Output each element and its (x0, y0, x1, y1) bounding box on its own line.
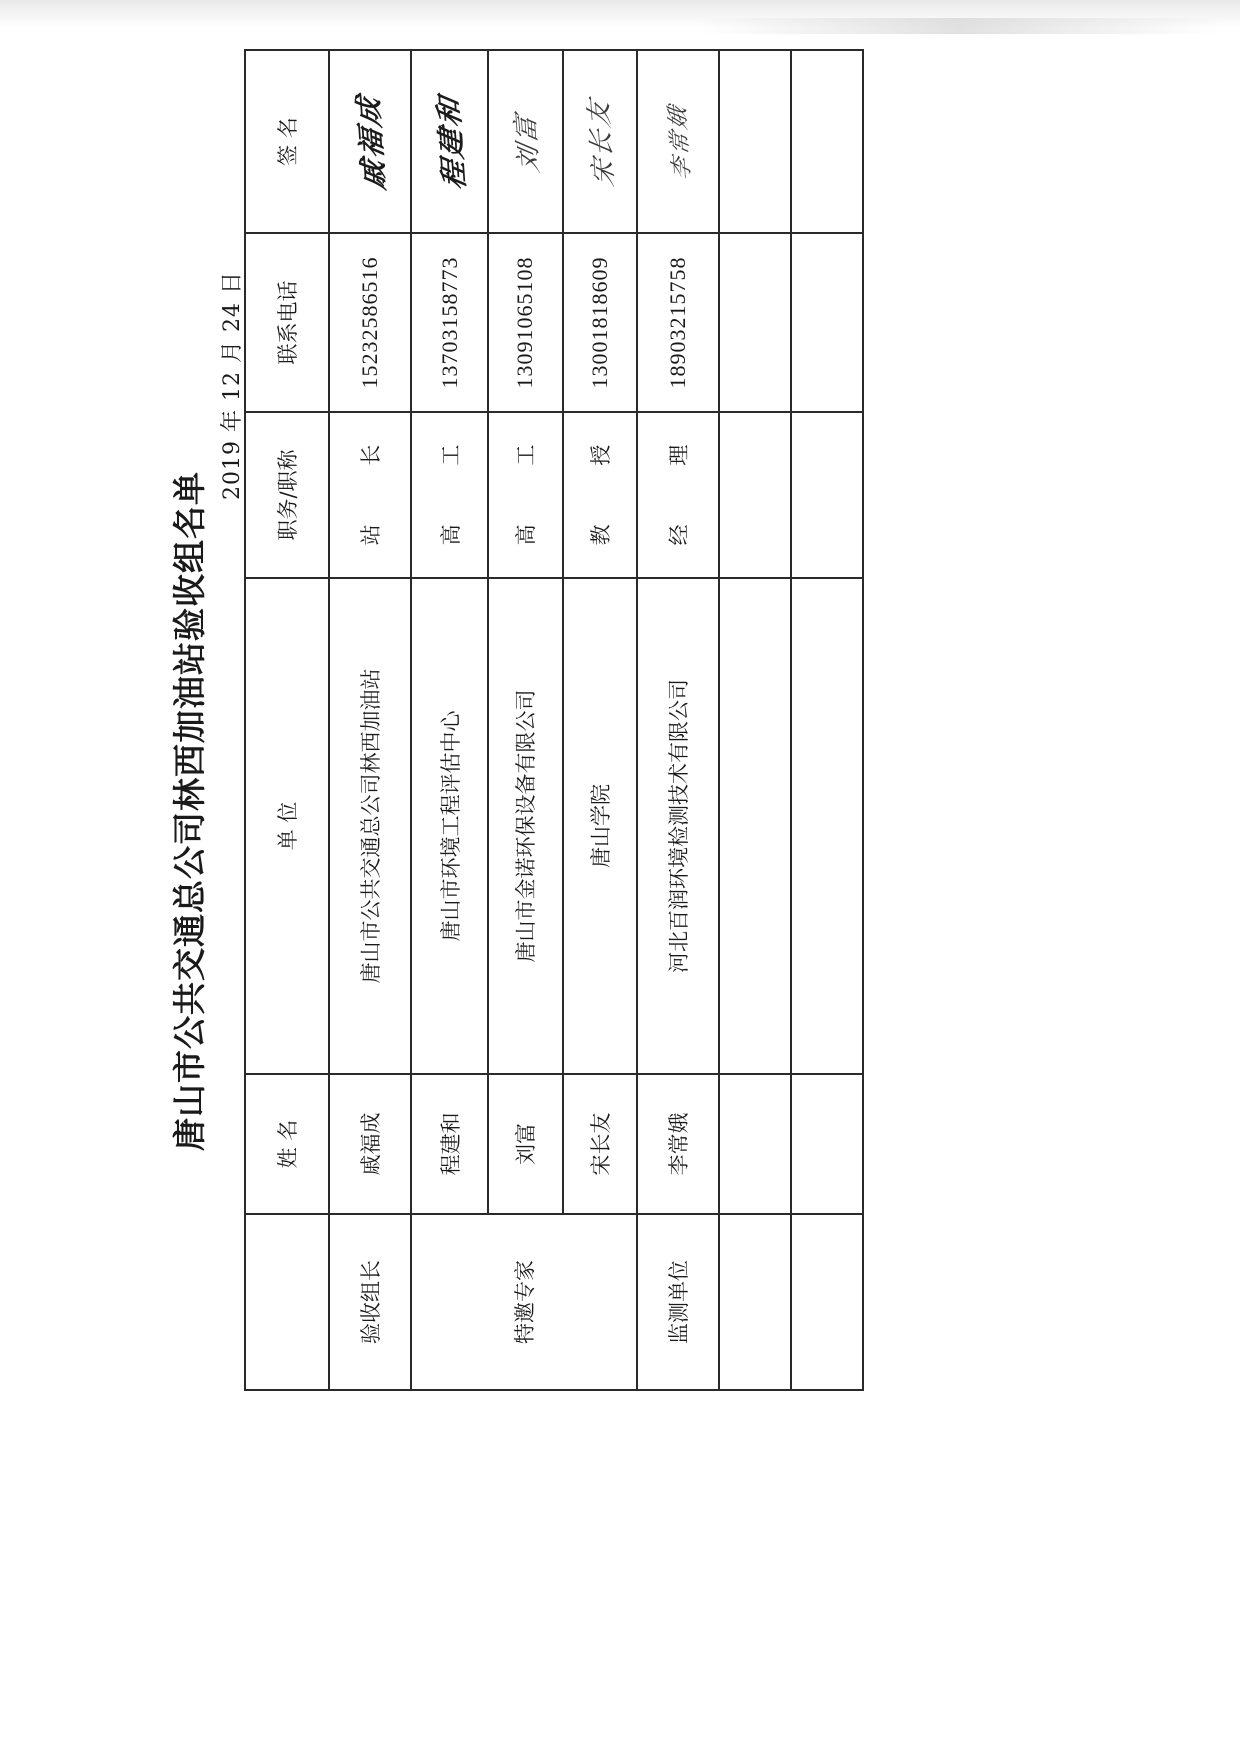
table-header-row (245, 50, 329, 1390)
member-name: 刘富 (488, 1074, 562, 1214)
member-unit: 河北百润环境检测技术有限公司 (637, 578, 719, 1074)
member-position: 经 理 (637, 412, 719, 578)
table-row (411, 50, 488, 1390)
member-unit: 唐山市环境工程评估中心 (411, 578, 488, 1074)
handwritten-signature: 刘富 (510, 109, 545, 175)
member-position: 站 长 (329, 412, 411, 578)
member-name: 李常娥 (637, 1074, 719, 1214)
signature-cell (411, 50, 488, 233)
rotated-document-sheet (160, 36, 880, 1586)
handwritten-signature: 戚福成 (352, 91, 392, 192)
header-name: 姓 名 (245, 1074, 329, 1214)
header-position: 职务/职称 (245, 412, 329, 578)
role-label-experts: 特邀专家 (411, 1214, 637, 1390)
table-row (637, 50, 719, 1390)
handwritten-signature: 程建和 (431, 91, 471, 192)
member-position: 高 工 (411, 412, 488, 578)
empty-table-row (719, 50, 791, 1390)
header-unit: 单 位 (245, 578, 329, 1074)
header-signature: 签 名 (245, 50, 329, 233)
table-row (563, 50, 637, 1390)
signature-cell (563, 50, 637, 233)
member-name: 程建和 (411, 1074, 488, 1214)
member-unit: 唐山市公共交通总公司林西加油站 (329, 578, 411, 1074)
empty-table-row (791, 50, 863, 1390)
signature-cell (329, 50, 411, 233)
header-phone: 联系电话 (245, 233, 329, 412)
header-role (245, 1214, 329, 1390)
member-phone: 13091065108 (488, 233, 562, 412)
member-position: 高 工 (488, 412, 562, 578)
scan-smudge (700, 18, 1220, 34)
table-row (488, 50, 562, 1390)
handwritten-signature: 李常娥 (664, 101, 696, 183)
document-title: 唐山市公共交通总公司林西加油站验收组名单 (170, 471, 209, 1151)
member-name: 宋长友 (563, 1074, 637, 1214)
member-phone: 15232586516 (329, 233, 411, 412)
member-name: 戚福成 (329, 1074, 411, 1214)
acceptance-team-table (244, 49, 864, 1391)
handwritten-signature: 宋长友 (584, 95, 621, 189)
member-position: 教 授 (563, 412, 637, 578)
role-label-monitor: 监测单位 (637, 1214, 719, 1390)
signature-cell (488, 50, 562, 233)
member-phone: 13001818609 (563, 233, 637, 412)
member-phone: 13703158773 (411, 233, 488, 412)
member-unit: 唐山学院 (563, 578, 637, 1074)
signature-cell (637, 50, 719, 233)
member-unit: 唐山市金诺环保设备有限公司 (488, 578, 562, 1074)
document-date: 2019 年 12 月 24 日 (220, 271, 245, 500)
member-phone: 18903215758 (637, 233, 719, 412)
table-row (329, 50, 411, 1390)
role-label-leader: 验收组长 (329, 1214, 411, 1390)
